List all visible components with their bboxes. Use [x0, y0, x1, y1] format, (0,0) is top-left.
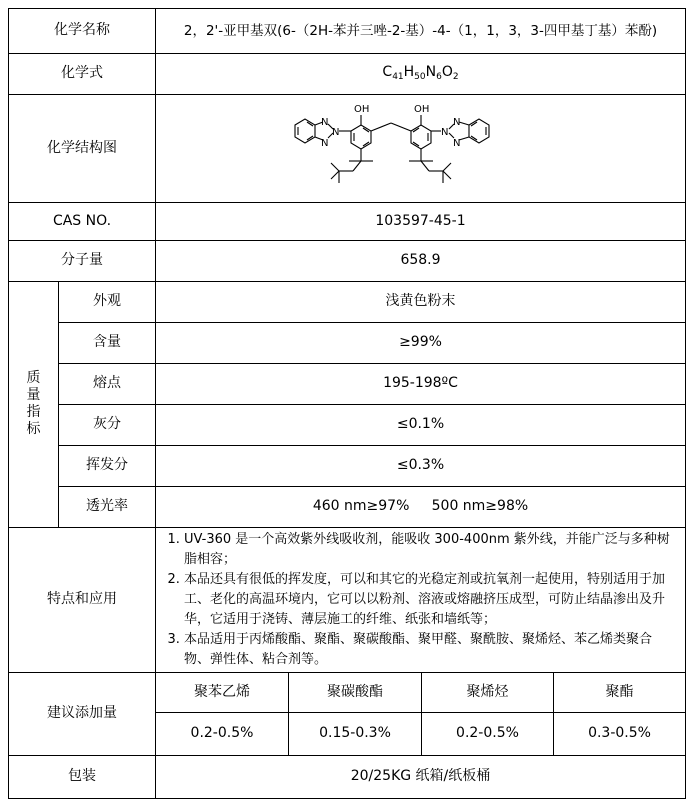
dosage-value-polyolefin: 0.2-0.5%: [422, 713, 554, 756]
dosage-header-polystyrene: 聚苯乙烯: [156, 673, 289, 713]
value-packaging: 20/25KG 纸箱/纸板桶: [156, 756, 686, 799]
row-features: [9, 528, 686, 673]
label-chemical-name: 化学名称: [9, 9, 156, 54]
value-chemical-name: 2，2'-亚甲基双(6-（2H-苯并三唑-2-基）-4-（1，1，3，3-四甲基丁基）苯酚): [156, 9, 686, 54]
row-formula: [9, 54, 686, 95]
row-dosage-headers: [9, 673, 686, 713]
value-molecular-weight: 658.9: [156, 241, 686, 282]
value-melting-point: 195-198ºC: [156, 364, 686, 405]
oh-label-left: OH: [353, 103, 369, 115]
row-transmittance: [9, 487, 686, 528]
dosage-header-polyolefin: 聚烯烃: [422, 673, 554, 713]
dosage-value-polycarbonate: 0.15-0.3%: [289, 713, 422, 756]
label-features: 特点和应用: [9, 528, 156, 673]
oh-label-right: OH: [413, 103, 429, 115]
product-spec-table: [8, 8, 686, 799]
quality-group-label: [9, 282, 59, 528]
feature-item: 1. UV-360 是一个高效紫外线吸收剂，能吸收 300-400nm 紫外线，并能广泛与多种树脂相容；: [184, 530, 677, 570]
n-label-5: N: [452, 116, 460, 128]
structure-diagram: [281, 99, 561, 199]
row-ash: [9, 405, 686, 446]
value-content: ≥99%: [156, 323, 686, 364]
label-content: 含量: [59, 323, 156, 364]
label-ash: 灰分: [59, 405, 156, 446]
n-label-3: N: [320, 137, 328, 149]
n-label-2: N: [331, 126, 339, 138]
label-molecular-weight: 分子量: [9, 241, 156, 282]
label-melting-point: 熔点: [59, 364, 156, 405]
n-label-1: N: [320, 116, 328, 128]
features-cell: [156, 528, 686, 673]
dosage-header-polycarbonate: 聚碳酸酯: [289, 673, 422, 713]
row-appearance: [9, 282, 686, 323]
label-transmittance: 透光率: [59, 487, 156, 528]
feature-item: 2. 本品还具有很低的挥发度，可以和其它的光稳定剂或抗氧剂一起使用，特别适用于加工、老化的高温环境内，它可以以粉剂、溶液或熔融挤压成型，可防止结晶渗出及升华，它适用于浇铸、薄层施工的纤维、纸张和墙纸等；: [184, 570, 677, 630]
value-transmittance: 460 nm≥97% 500 nm≥98%: [156, 487, 686, 528]
quality-group-label-text: 质 量 指 标: [26, 370, 41, 438]
value-appearance: 浅黄色粉末: [156, 282, 686, 323]
row-melting-point: [9, 364, 686, 405]
label-dosage: 建议添加量: [9, 673, 156, 756]
label-appearance: 外观: [59, 282, 156, 323]
row-packaging: [9, 756, 686, 799]
n-label-4: N: [440, 126, 448, 138]
label-formula: 化学式: [9, 54, 156, 95]
label-volatiles: 挥发分: [59, 446, 156, 487]
dosage-header-polyester: 聚酯: [554, 673, 686, 713]
row-chemical-name: [9, 9, 686, 54]
feature-item: 3. 本品适用于丙烯酸酯、聚酯、聚碳酸酯、聚甲醛、聚酰胺、聚烯烃、苯乙烯类聚合物、弹性体、粘合剂等。: [184, 630, 677, 670]
label-structure: 化学结构图: [9, 95, 156, 203]
value-ash: ≤0.1%: [156, 405, 686, 446]
label-cas: CAS NO.: [9, 203, 156, 241]
value-volatiles: ≤0.3%: [156, 446, 686, 487]
row-volatiles: [9, 446, 686, 487]
row-molecular-weight: [9, 241, 686, 282]
dosage-value-polystyrene: 0.2-0.5%: [156, 713, 289, 756]
row-structure: [9, 95, 686, 203]
label-packaging: 包装: [9, 756, 156, 799]
dosage-value-polyester: 0.3-0.5%: [554, 713, 686, 756]
value-formula: $C_{41}H_{50}N_6O_2$: [156, 54, 686, 95]
n-label-6: N: [452, 137, 460, 149]
structure-diagram-cell: [156, 95, 686, 203]
features-list: [164, 530, 677, 670]
row-cas: [9, 203, 686, 241]
row-content: [9, 323, 686, 364]
value-cas: 103597-45-1: [156, 203, 686, 241]
